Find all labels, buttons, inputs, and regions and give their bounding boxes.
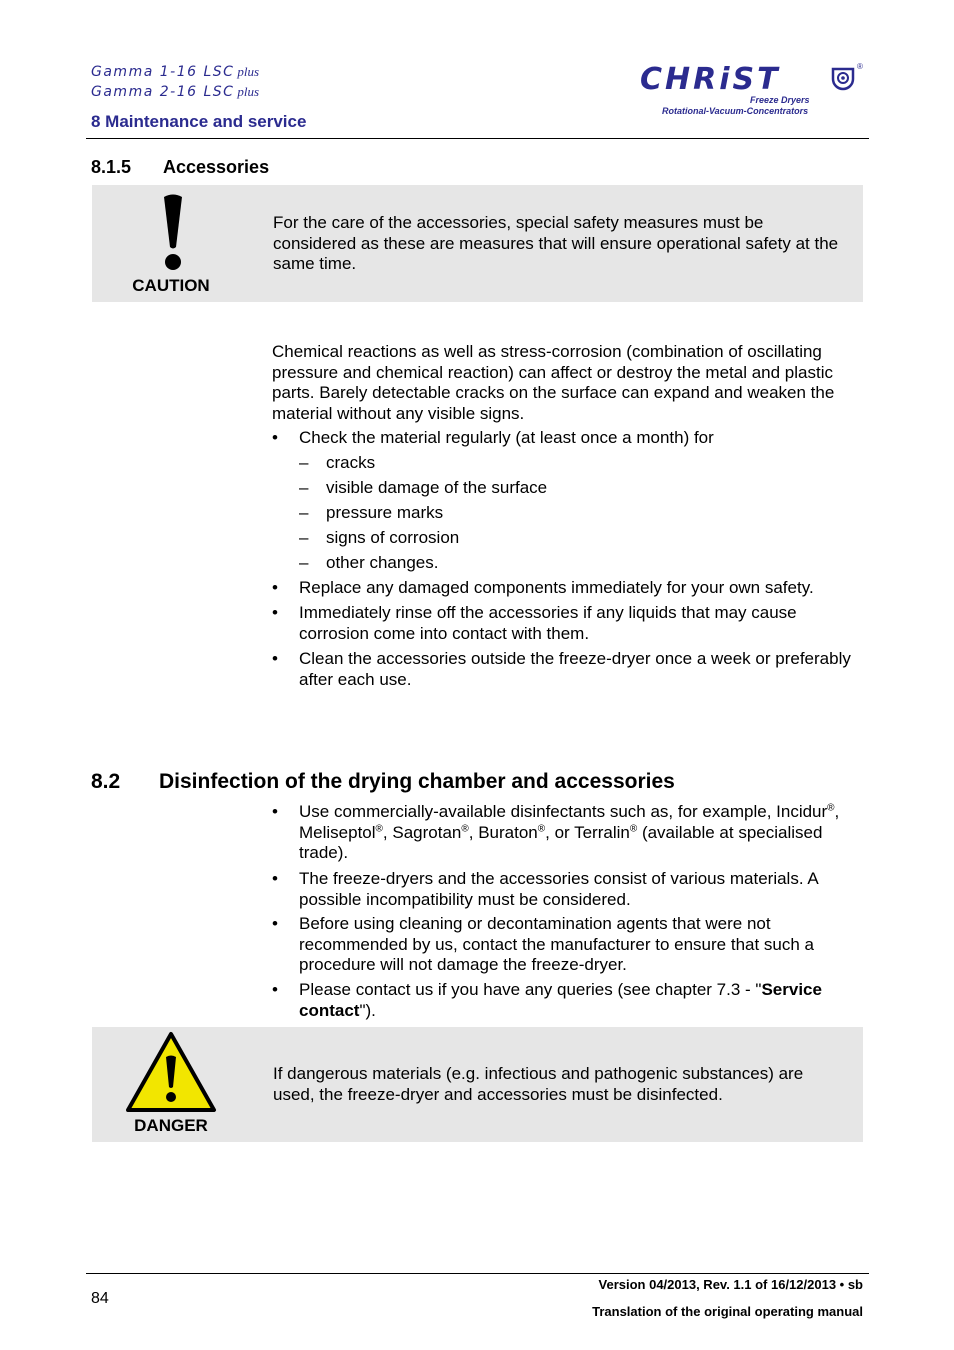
header-rule	[86, 138, 869, 139]
bullet-marker: •	[272, 578, 278, 597]
service-contact-ref: Service contact	[299, 980, 822, 1020]
bullet-marker: •	[272, 649, 278, 668]
text-run: , or Terralin	[545, 822, 630, 842]
text-run: ").	[359, 1000, 376, 1020]
logo-tagline-1: Freeze Dryers	[750, 95, 810, 105]
registered-mark: ®	[537, 822, 546, 834]
caution-box	[92, 185, 863, 302]
translation-note: Translation of the original operating manual	[592, 1304, 863, 1319]
text-run: , Meliseptol	[299, 802, 840, 842]
registered-mark: ®	[375, 822, 383, 834]
logo-wordmark: CHRiST	[640, 62, 781, 97]
bullet-text: Check the material regularly (at least once a month) for	[299, 428, 714, 447]
model-title-1	[91, 64, 259, 80]
dash-text: cracks	[326, 453, 376, 472]
caution-text: For the care of the accessories, special safety measures must be considered as these are measures that will ensure operational safety at the same time.	[273, 213, 839, 273]
warning-triangle-icon	[125, 1031, 217, 1113]
subsection-number: 8.1.5	[91, 157, 132, 177]
bullet-text: Before using cleaning or decontamination agents that were not recommended by us, contact the manufacturer to ensure that such a procedure will not damage the freeze-dryer.	[299, 914, 815, 974]
text-run: Please contact us if you have any queries (see chapter 7.3 - "	[299, 980, 762, 999]
section-title: Disinfection of the drying chamber and accessories	[159, 770, 675, 793]
bullet-text: Immediately rinse off the accessories if any liquids that may cause corrosion come into contact with them.	[299, 603, 797, 643]
registered-mark: ®	[629, 822, 638, 834]
danger-box	[92, 1027, 863, 1142]
danger-text: If dangerous materials (e.g. infectious and pathogenic substances) are used, the freeze-dryer and accessories must be disinfected.	[273, 1064, 804, 1104]
model-title-2	[91, 84, 259, 100]
bullet-marker: •	[272, 802, 278, 821]
dash-text: pressure marks	[326, 503, 444, 522]
model-suffix-2: plus	[237, 84, 260, 99]
dash-marker: –	[299, 553, 309, 572]
footer-rule	[86, 1273, 869, 1274]
bullet-text	[299, 802, 862, 864]
dash-text: other changes.	[326, 553, 439, 572]
registered-mark: ®	[461, 822, 469, 834]
caution-label: CAUTION	[132, 276, 210, 295]
registered-mark: ®	[857, 62, 863, 71]
bullet-marker: •	[272, 603, 278, 622]
model-name-1: Gamma 1-16 LSC	[91, 64, 235, 80]
dash-marker: –	[299, 503, 309, 522]
bullet-text: Replace any damaged components immediately for your own safety.	[299, 578, 814, 597]
section-number: 8.2	[91, 770, 121, 793]
bullet-text: Clean the accessories outside the freeze-dryer once a week or preferably after each use.	[299, 649, 851, 689]
logo-swirl-icon	[830, 66, 856, 92]
bullet-marker: •	[272, 428, 278, 447]
bullet-marker: •	[272, 914, 278, 933]
dash-marker: –	[299, 528, 309, 547]
bullet-text	[299, 980, 862, 1021]
text-run: Use commercially-available disinfectants such as, for example, Incidur	[299, 802, 828, 821]
model-suffix-1: plus	[237, 64, 260, 79]
text-run: , Buraton	[468, 822, 538, 842]
danger-label: DANGER	[134, 1116, 208, 1135]
registered-mark: ®	[827, 802, 835, 814]
chapter-heading: 8 Maintenance and service	[91, 112, 307, 131]
exclamation-icon	[161, 193, 185, 271]
text-run: (available at specialised trade).	[299, 822, 823, 862]
text-run: , Sagrotan	[382, 822, 462, 842]
dash-text: signs of corrosion	[326, 528, 460, 547]
dash-text: visible damage of the surface	[326, 478, 548, 497]
model-name-2: Gamma 2-16 LSC	[91, 84, 235, 100]
subsection-title: Accessories	[163, 157, 270, 177]
bullet-text: The freeze-dryers and the accessories consist of various materials. A possible incompatibility must be considered.	[299, 869, 818, 909]
bullet-marker: •	[272, 869, 278, 888]
logo-tagline-2: Rotational-Vacuum-Concentrators	[662, 106, 809, 116]
dash-marker: –	[299, 453, 309, 472]
intro-paragraph: Chemical reactions as well as stress-corrosion (combination of oscillating pressure and chemical reaction) can affect or destroy the metal and plastic parts. Barely detectable cracks on the surface can expand and weaken the material without any visible signs.	[272, 342, 835, 423]
dash-marker: –	[299, 478, 309, 497]
page-number: 84	[91, 1290, 109, 1307]
version-info: Version 04/2013, Rev. 1.1 of 16/12/2013 • sb	[598, 1277, 863, 1292]
bullet-marker: •	[272, 980, 278, 999]
christ-logo	[640, 62, 865, 118]
